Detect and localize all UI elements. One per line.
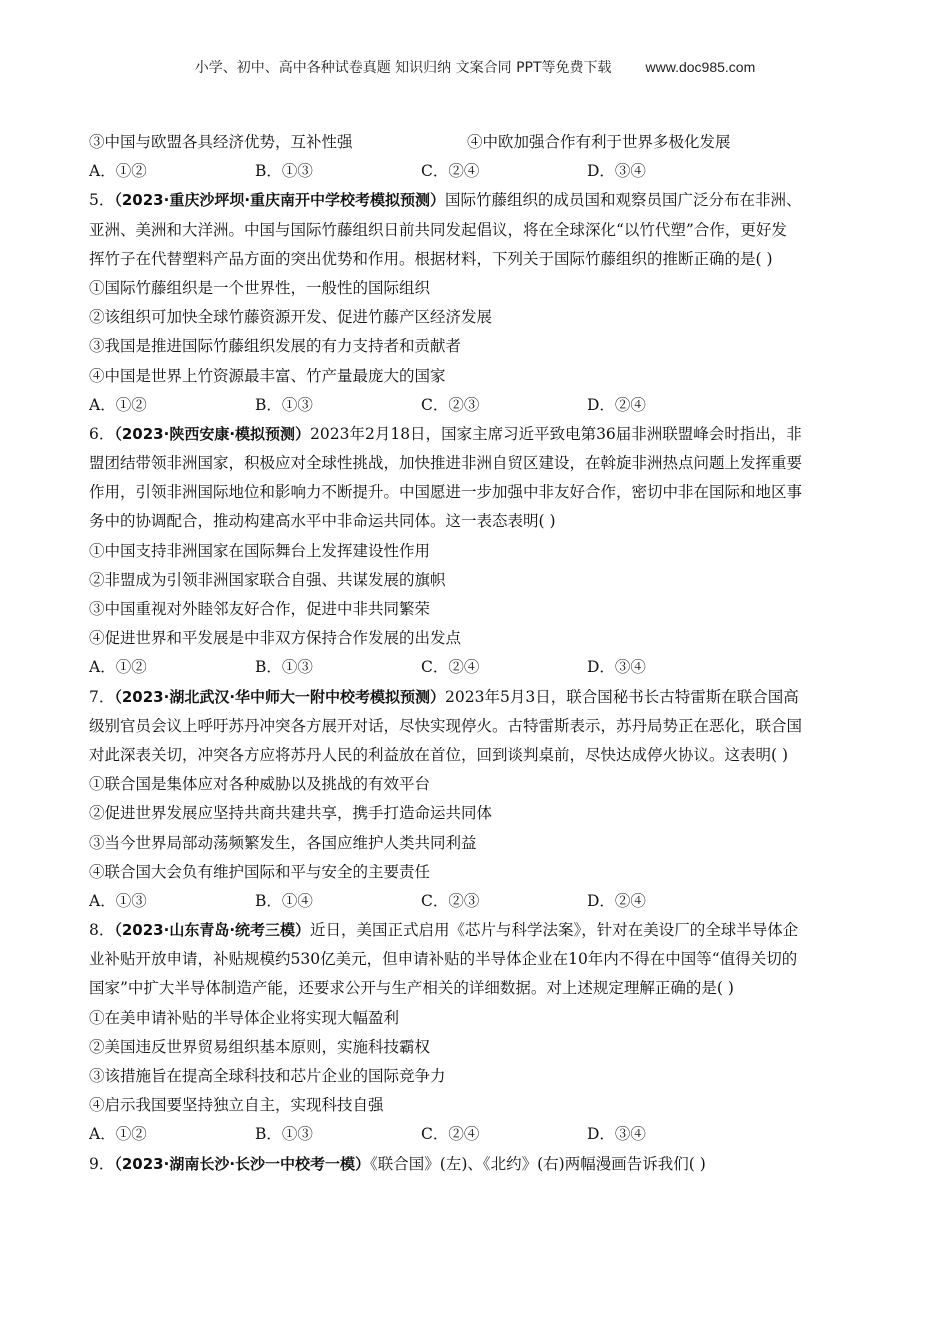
- q5-options: [89, 391, 864, 420]
- q6-option-a[interactable]: A．①②: [89, 658, 147, 677]
- page-header: [0, 57, 950, 77]
- q9-stem-line-1: 9．（2023·湖南长沙·长沙一中校考一模）《联合国》(左)、《北约》(右)两幅漫画告诉我们( ): [89, 1154, 706, 1173]
- q7-stem-line-2: 级别官员会议上呼吁苏丹冲突各方展开对话，尽快实现停火。古特雷斯表示，苏丹局势正在恶化，联合国: [89, 716, 803, 735]
- q6-option-c[interactable]: C．②④: [421, 658, 480, 677]
- q8-source: （2023·山东青岛·统考三模）: [114, 921, 311, 940]
- q4-statement-3: ③中国与欧盟各具经济优势，互补性强: [89, 133, 353, 151]
- q6-stem-line-4: 务中的协调配合，推动构建高水平中非命运共同体。这一表态表明( ): [89, 512, 556, 531]
- q5-statement-2: ②该组织可加快全球竹藤资源开发、促进竹藤产区经济发展: [89, 308, 493, 327]
- q6-options: [89, 653, 864, 682]
- q8-statement-3: ③该措施旨在提高全球科技和芯片企业的国际竞争力: [89, 1067, 446, 1085]
- q6-source: （2023·陕西安康·模拟预测）: [114, 424, 311, 443]
- q7-source: （2023·湖北武汉·华中师大一附中校考模拟预测）: [114, 687, 446, 706]
- q8-statement-2: ②美国违反世界贸易组织基本原则，实施科技霸权: [89, 1037, 431, 1056]
- q7-stem-line-1: 7．（2023·湖北武汉·华中师大一附中校考模拟预测）2023年5月3日，联合国秘书长古特雷斯在联合国高: [89, 687, 799, 706]
- q6-statement-4: ④促进世界和平发展是中非双方保持合作发展的出发点: [89, 629, 462, 648]
- q7-option-c[interactable]: C．②③: [421, 891, 480, 910]
- q6-option-d[interactable]: D．③④: [587, 658, 646, 677]
- q6-stem-line-1: 6．（2023·陕西安康·模拟预测）2023年2月18日，国家主席习近平致电第36届非洲联盟峰会时指出，非: [89, 424, 802, 443]
- header-text: 小学、初中、高中各种试卷真题 知识归纳 文案合同 PPT等免费下载: [194, 60, 612, 76]
- q7-number: 7．: [89, 687, 115, 706]
- q7-option-d[interactable]: D．②④: [587, 891, 646, 910]
- q7-options: [89, 887, 864, 916]
- q4-option-b[interactable]: B．①③: [255, 162, 313, 181]
- q8-option-c[interactable]: C．②④: [421, 1125, 480, 1144]
- q4-statements-row: [89, 128, 864, 157]
- q4-option-c[interactable]: C．②④: [421, 162, 480, 181]
- q6-number: 6．: [89, 424, 115, 443]
- q7-stem-line-3: 对此深表关切，冲突各方应将苏丹人民的利益放在首位，回到谈判桌前，尽快达成停火协议。这表明( ): [89, 745, 789, 764]
- q8-option-b[interactable]: B．①③: [255, 1125, 313, 1144]
- q6-statement-2: ②非盟成为引领非洲国家联合自强、共谋发展的旗帜: [89, 570, 446, 589]
- q4-statement-4: ④中欧加强合作有利于世界多极化发展: [467, 133, 731, 151]
- q7-option-a[interactable]: A．①③: [89, 891, 147, 910]
- q8-stem-line-2: 业补贴开放申请，补贴规模约530亿美元，但申请补贴的半导体企业在10年内不得在中国等“值得关切的: [89, 950, 798, 969]
- q7-statement-3: ③当今世界局部动荡频繁发生，各国应维护人类共同利益: [89, 833, 477, 852]
- q6-stem-line-3: 作用，引领非洲国际地位和影响力不断提升。中国愿进一步加强中非友好合作，密切中非在国际和地区事: [89, 483, 803, 502]
- q6-option-b[interactable]: B．①③: [255, 658, 313, 677]
- q5-stem-line-2: 亚洲、美洲和大洋洲。中国与国际竹藤组织日前共同发起倡议，将在全球深化“以竹代塑”合作，更好发: [89, 220, 787, 239]
- q5-number: 5．: [89, 191, 115, 210]
- q5-stem-line-3: 挥竹子在代替塑料产品方面的突出优势和作用。根据材料，下列关于国际竹藤组织的推断正确的是( ): [89, 249, 773, 268]
- q5-source: （2023·重庆沙坪坝·重庆南开中学校考模拟预测）: [114, 191, 446, 210]
- q6-statement-3: ③中国重视对外睦邻友好合作，促进中非共同繁荣: [89, 600, 431, 618]
- q8-statement-1: ①在美申请补贴的半导体企业将实现大幅盈利: [89, 1008, 400, 1027]
- q8-option-a[interactable]: A．①②: [89, 1125, 147, 1144]
- q8-number: 8．: [89, 921, 115, 940]
- q5-stem-line-1: 5．（2023·重庆沙坪坝·重庆南开中学校考模拟预测）国际竹藤组织的成员国和观察员国广泛分布在非洲、: [89, 191, 802, 210]
- q9-source: （2023·湖南长沙·长沙一中校考一模）: [114, 1154, 371, 1173]
- q6-statement-1: ①中国支持非洲国家在国际舞台上发挥建设性作用: [89, 541, 431, 560]
- q7-statement-1: ①联合国是集体应对各种威胁以及挑战的有效平台: [89, 775, 431, 794]
- q7-statement-4: ④联合国大会负有维护国际和平与安全的主要责任: [89, 862, 431, 881]
- q4-option-a[interactable]: A．①②: [89, 162, 147, 181]
- q5-statement-4: ④中国是世界上竹资源最丰富、竹产量最庞大的国家: [89, 366, 446, 385]
- q8-stem-line-3: 国家”中扩大半导体制造产能，还要求公开与生产相关的详细数据。对上述规定理解正确的是( ): [89, 979, 734, 998]
- q7-option-b[interactable]: B．①④: [255, 891, 313, 910]
- q5-option-d[interactable]: D．②④: [587, 395, 646, 414]
- q6-stem-line-2: 盟团结带领非洲国家，积极应对全球性挑战，加快推进非洲自贸区建设，在斡旋非洲热点问题上发挥重要: [89, 454, 803, 473]
- q8-statement-4: ④启示我国要坚持独立自主，实现科技自强: [89, 1096, 384, 1115]
- exam-content: [89, 128, 864, 1179]
- q5-option-c[interactable]: C．②③: [421, 395, 480, 414]
- q8-option-d[interactable]: D．③④: [587, 1125, 646, 1144]
- q5-statement-3: ③我国是推进国际竹藤组织发展的有力支持者和贡献者: [89, 337, 462, 356]
- q5-option-a[interactable]: A．①②: [89, 395, 147, 414]
- q9-number: 9．: [89, 1154, 115, 1173]
- header-site-link[interactable]: www.doc985.com: [645, 59, 756, 75]
- q5-statement-1: ①国际竹藤组织是一个世界性，一般性的国际组织: [89, 278, 431, 297]
- q7-statement-2: ②促进世界发展应坚持共商共建共享，携手打造命运共同体: [89, 804, 493, 823]
- q8-options: [89, 1120, 864, 1149]
- q4-options: [89, 157, 864, 186]
- q4-option-d[interactable]: D．③④: [587, 162, 646, 181]
- q5-option-b[interactable]: B．①③: [255, 395, 313, 414]
- q8-stem-line-1: 8．（2023·山东青岛·统考三模）近日，美国正式启用《芯片与科学法案》，针对在美设厂的全球半导体企: [89, 921, 799, 940]
